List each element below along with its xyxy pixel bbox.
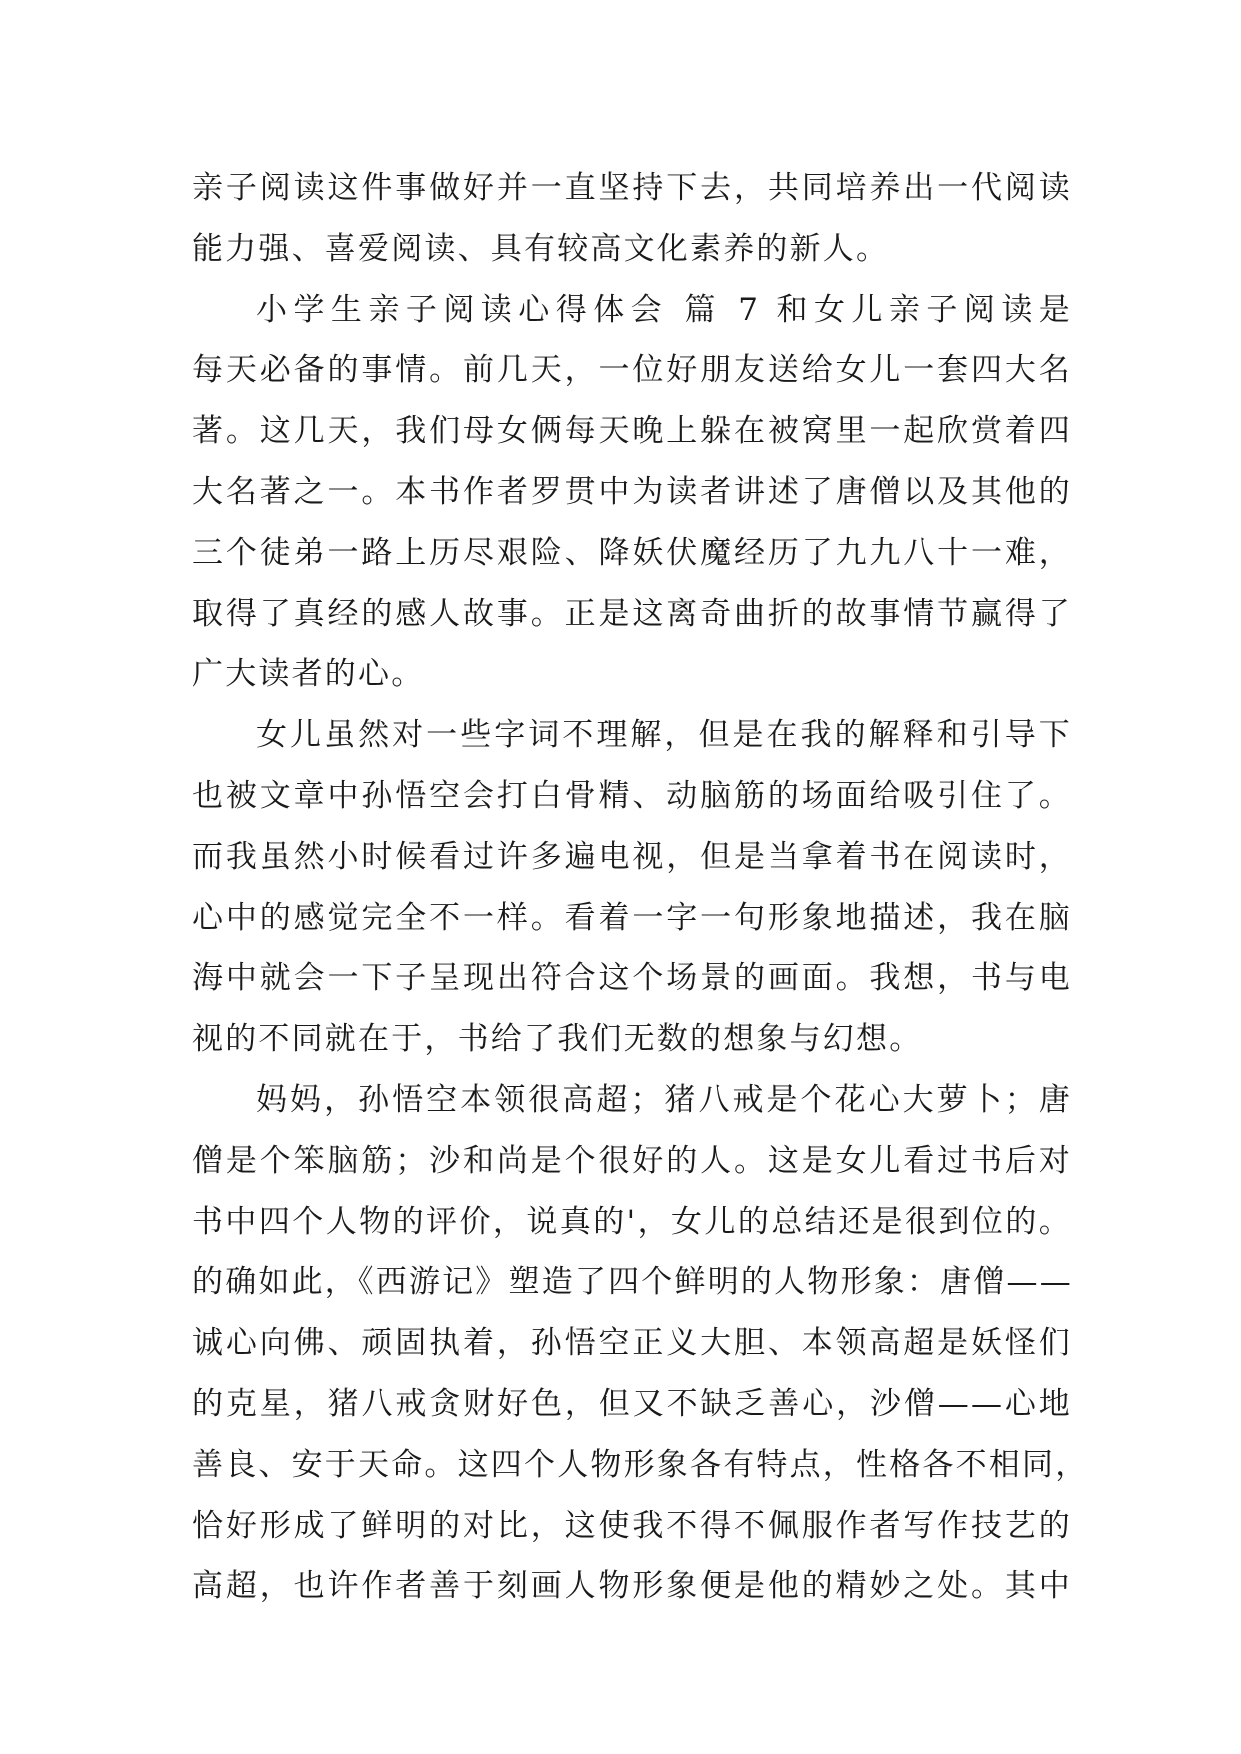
text-line: 而我虽然小时候看过许多遍电视，但是当拿着书在阅读时，: [192, 838, 1072, 875]
text-line: 大名著之一。本书作者罗贯中为读者讲述了唐僧以及其他的: [192, 473, 1072, 510]
text-line: 的确如此，《西游记》塑造了四个鲜明的人物形象：唐僧——: [192, 1264, 1073, 1301]
text-line: 女儿虽然对一些字词不理解，但是在我的解释和引导下: [256, 717, 1072, 754]
text-line: 著。这几天，我们母女俩每天晚上躲在被窝里一起欣赏着四: [192, 413, 1072, 450]
text-line: 也被文章中孙悟空会打白骨精、动脑筋的场面给吸引住了。: [192, 777, 1072, 814]
text-line: 每天必备的事情。前几天，一位好朋友送给女儿一套四大名: [192, 352, 1072, 389]
document-text-body: [192, 158, 1089, 1617]
text-line: 海中就会一下子呈现出符合这个场景的画面。我想，书与电: [192, 960, 1072, 997]
text-line: 视的不同就在于，书给了我们无数的想象与幻想。: [192, 1021, 923, 1058]
text-line: 小学生亲子阅读心得体会 篇 7 和女儿亲子阅读是: [256, 291, 1072, 328]
text-line: 高超，也许作者善于刻画人物形象便是他的精妙之处。其中: [192, 1568, 1072, 1605]
text-line: 亲子阅读这件事做好并一直坚持下去，共同培养出一代阅读: [192, 170, 1072, 206]
text-line: 善良、安于天命。这四个人物形象各有特点，性格各不相同，: [192, 1446, 1089, 1483]
text-line: 恰好形成了鲜明的对比，这使我不得不佩服作者写作技艺的: [192, 1507, 1072, 1544]
text-line: 的克星，猪八戒贪财好色，但又不缺乏善心，沙僧——心地: [192, 1385, 1072, 1422]
text-line: 书中四个人物的评价，说真的'，女儿的总结还是很到位的。: [192, 1203, 1072, 1240]
text-line: 能力强、喜爱阅读、具有较高文化素养的新人。: [192, 230, 890, 267]
text-line: 僧是个笨脑筋；沙和尚是个很好的人。这是女儿看过书后对: [192, 1142, 1072, 1179]
text-line: 取得了真经的感人故事。正是这离奇曲折的故事情节赢得了: [192, 595, 1072, 632]
text-line: 心中的感觉完全不一样。看着一字一句形象地描述，我在脑: [192, 899, 1072, 936]
text-line: 广大读者的心。: [192, 656, 425, 693]
text-line: 三个徒弟一路上历尽艰险、降妖伏魔经历了九九八十一难，: [192, 534, 1072, 571]
text-line: 诚心向佛、顽固执着，孙悟空正义大胆、本领高超是妖怪们: [192, 1325, 1072, 1362]
text-line: 妈妈，孙悟空本领很高超；猪八戒是个花心大萝卜；唐: [256, 1081, 1072, 1118]
